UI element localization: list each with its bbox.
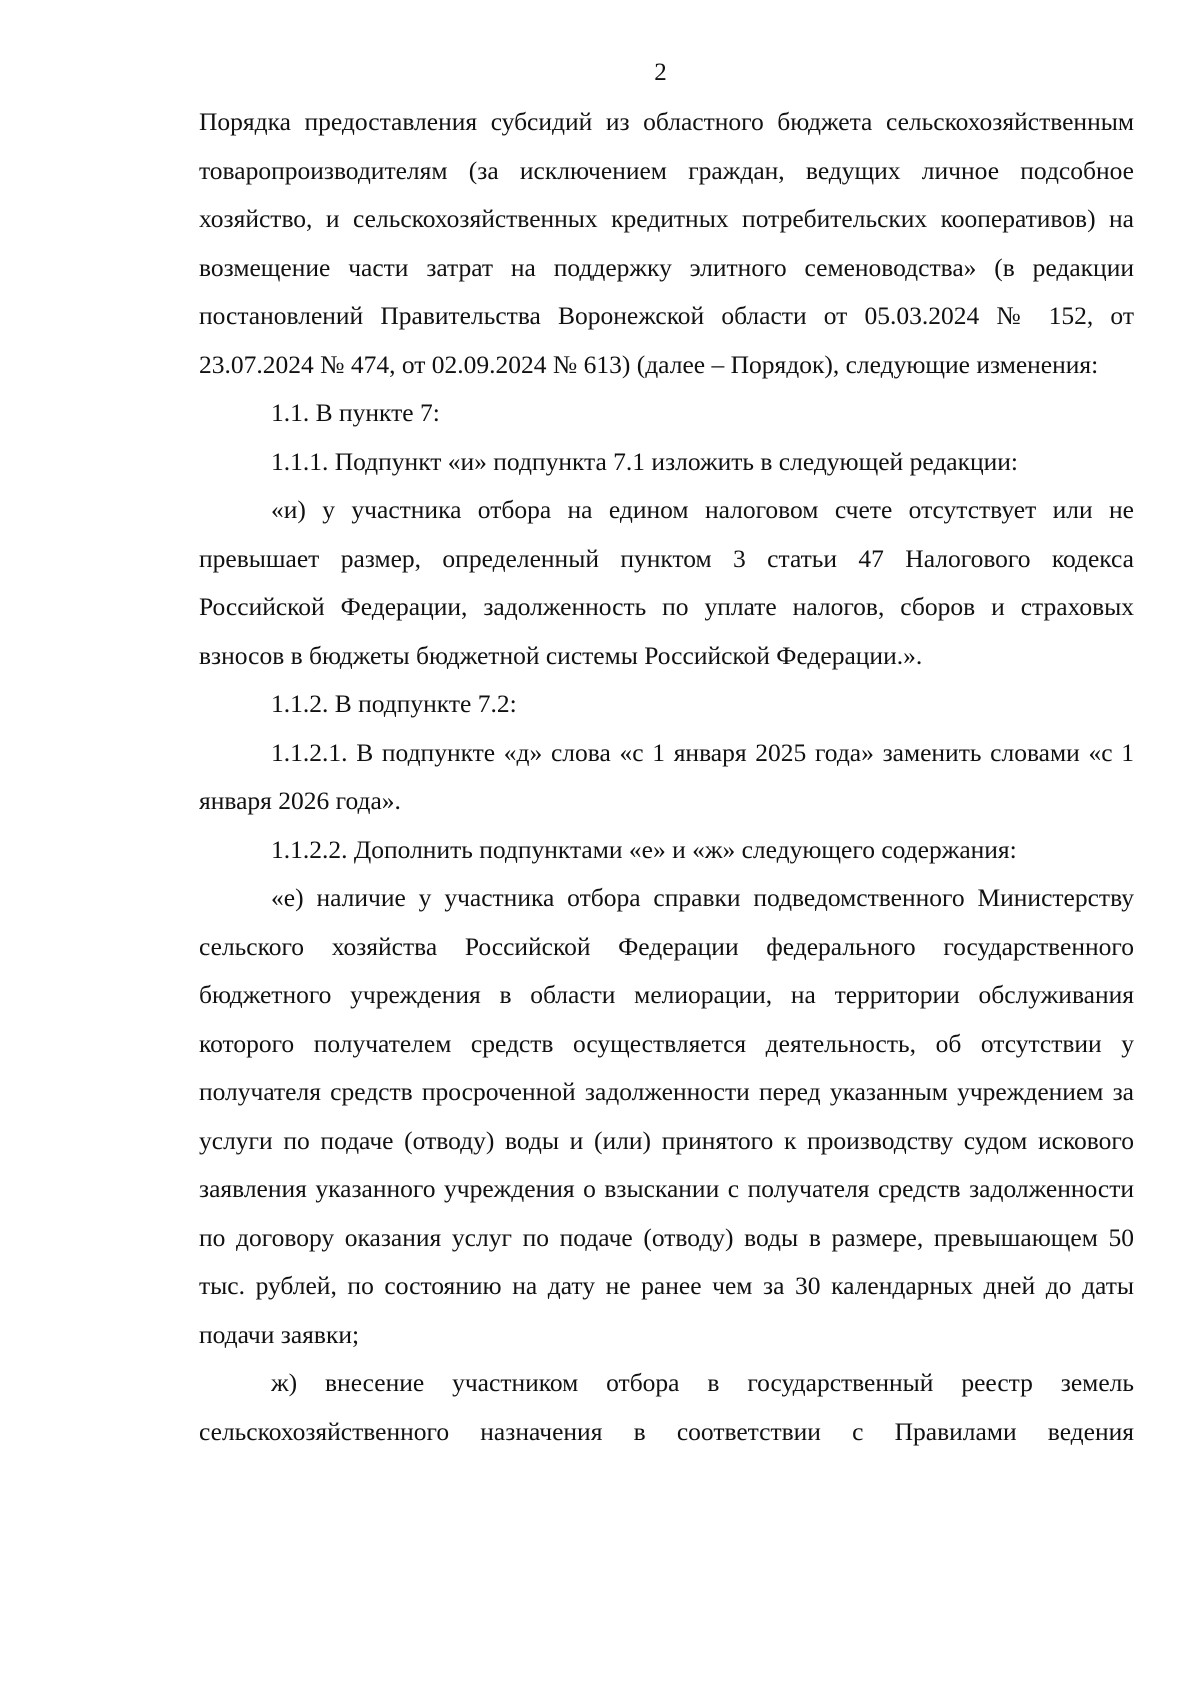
- paragraph-1-1-2: 1.1.2. В подпункте 7.2:: [271, 689, 517, 718]
- paragraph-subitem-zh: ж) внесение участником отбора в государственный реестр земель сельскохозяйственного назначения в соответствии с Правилами ведения: [199, 1368, 1134, 1446]
- paragraph-subitem-i: «и) у участника отбора на едином налоговом счете отсутствует или не превышает размер, определенный пунктом 3 статьи 47 Налогового кодекса Российской Федерации, задолженность по уплате налогов, сборов и страховых взносов в бюджеты бюджетной системы Российской Федерации.».: [199, 495, 1134, 670]
- document-body: [199, 98, 1134, 1456]
- paragraph-1-1-2-2: 1.1.2.2. Дополнить подпунктами «е» и «ж» следующего содержания:: [271, 834, 1017, 864]
- paragraph-intro: Порядка предоставления субсидий из областного бюджета сельскохозяйственным товаропроизводителям (за исключением граждан, ведущих личное подсобное хозяйство, и сельскохозяйственных кредитных потребительских кооперативов) на возмещение части затрат на поддержку элитного семеноводства» (в редакции постановлений Правительства Воронежской области от 05.03.2024 № 152, от 23.07.2024 № 474, от 02.09.2024 № 613) (далее – Порядок), следующие изменения:: [199, 107, 1134, 379]
- paragraph-1-1: 1.1. В пункте 7:: [271, 398, 440, 427]
- page-number: 2: [654, 59, 667, 86]
- paragraph-1-1-2-1: 1.1.2.1. В подпункте «д» слова «с 1 января 2025 года» заменить словами «с 1 января 2026 года».: [199, 737, 1134, 815]
- paragraph-subitem-e: «е) наличие у участника отбора справки подведомственного Министерству сельского хозяйства Российской Федерации федерального государственного бюджетного учреждения в области мелиорации, на территории обслуживания которого получателем средств осуществляется деятельность, об отсутствии у получателя средств просроченной задолженности перед указанным учреждением за услуги по подаче (отводу) воды и (или) принятого к производству судом искового заявления указанного учреждения о взыскании с получателя средств задолженности по договору оказания услуг по подаче (отводу) воды в размере, превышающем 50 тыс. рублей, по состоянию на дату не ранее чем за 30 календарных дней до даты подачи заявки;: [199, 883, 1134, 1349]
- paragraph-1-1-1: 1.1.1. Подпункт «и» подпункта 7.1 изложить в следующей редакции:: [271, 446, 1019, 476]
